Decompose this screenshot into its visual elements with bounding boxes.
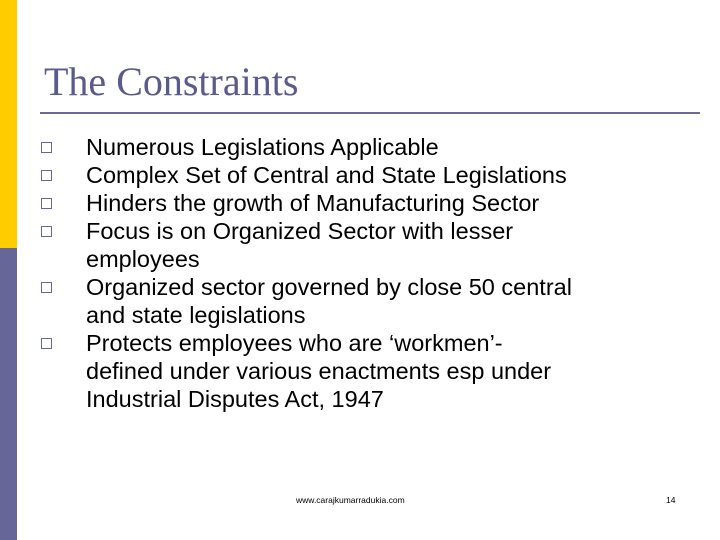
hollow-square-bullet-icon (41, 282, 52, 293)
bullet-text-line: Hinders the growth of Manufacturing Sector (86, 190, 540, 216)
bullet-item (40, 273, 680, 329)
slide-title: The Constraints (44, 59, 299, 104)
bullet-text-line: employees (86, 246, 200, 272)
hollow-square-bullet-icon (41, 338, 52, 349)
hollow-square-bullet-icon (41, 170, 52, 181)
bullet-text-line: defined under various enactments esp under (86, 358, 552, 384)
bullet-item (40, 133, 680, 161)
bullet-text-line: Protects employees who are ‘workmen’- (86, 330, 503, 356)
page-number: 14 (666, 495, 676, 505)
left-accent-band-yellow (0, 0, 17, 248)
bullet-item (40, 329, 680, 413)
hollow-square-bullet-icon (41, 198, 52, 209)
bullet-text-line: Numerous Legislations Applicable (86, 134, 439, 160)
bullet-text-line: and state legislations (86, 302, 306, 328)
footer-url: www.carajkumarradukia.com (296, 495, 405, 505)
bullet-item (40, 189, 680, 217)
bullet-text-line: Organized sector governed by close 50 central (86, 274, 572, 300)
hollow-square-bullet-icon (41, 226, 52, 237)
bullet-text-line: Industrial Disputes Act, 1947 (86, 386, 384, 412)
title-underline (40, 112, 700, 114)
left-accent-band-purple (0, 248, 17, 540)
hollow-square-bullet-icon (41, 142, 52, 153)
bullet-list (40, 133, 680, 413)
bullet-text-line: Complex Set of Central and State Legislations (86, 162, 567, 188)
bullet-item (40, 217, 680, 273)
bullet-text-line: Focus is on Organized Sector with lesser (86, 218, 514, 244)
bullet-item (40, 161, 680, 189)
